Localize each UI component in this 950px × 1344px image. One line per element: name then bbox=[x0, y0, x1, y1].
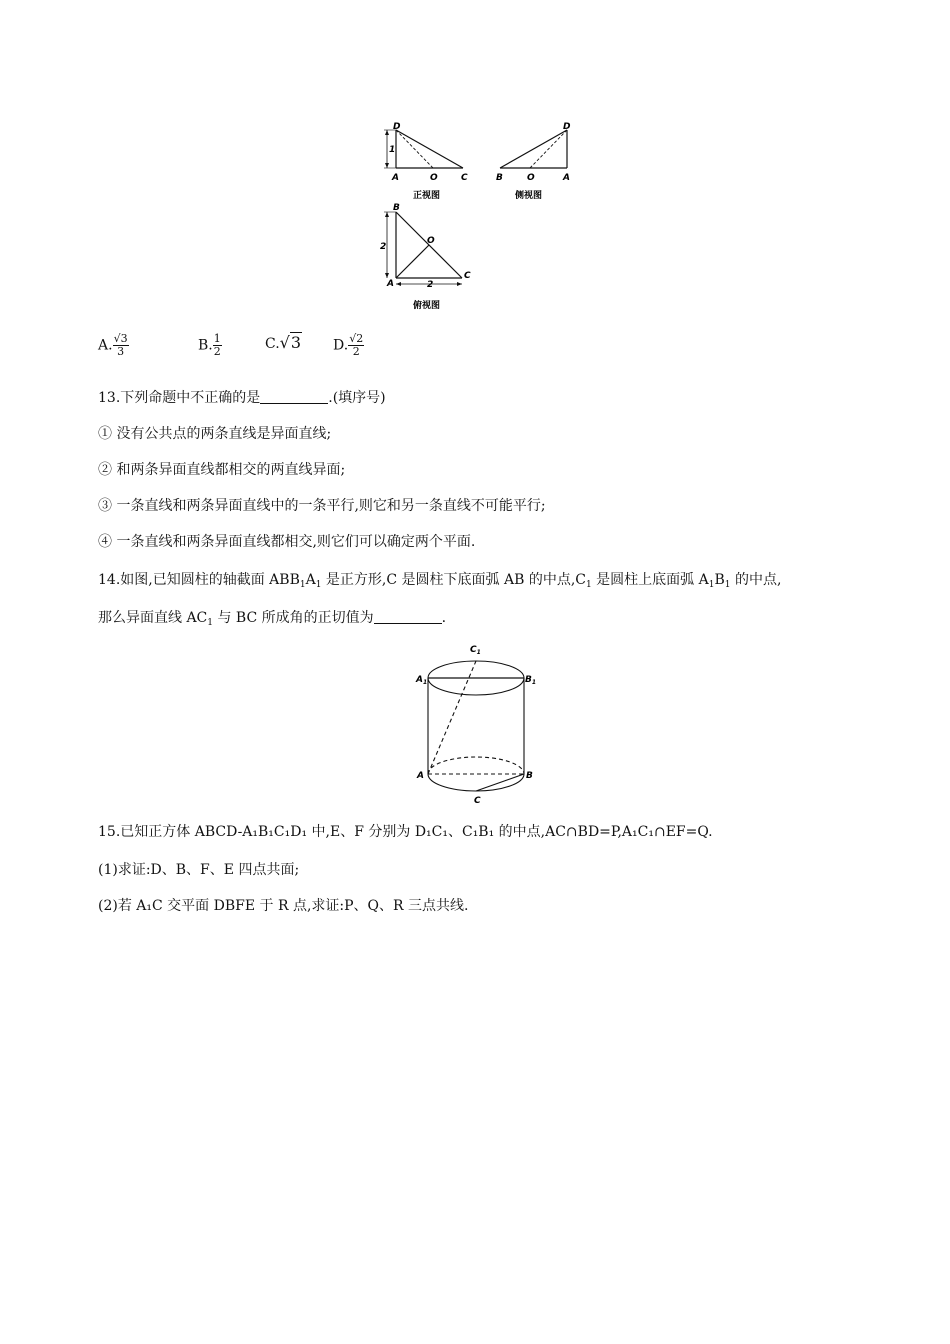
option-d bbox=[333, 333, 364, 358]
top-label-o: O bbox=[427, 236, 435, 246]
top-view bbox=[384, 212, 462, 286]
side-label-a: A bbox=[563, 173, 570, 183]
label-a: A bbox=[417, 771, 424, 781]
label-c1: $C_1$ bbox=[470, 645, 481, 656]
front-label-a: A bbox=[392, 173, 399, 183]
front-caption: 正视图 bbox=[413, 191, 441, 201]
option-a-prefix: A. bbox=[98, 337, 113, 354]
option-a bbox=[98, 333, 129, 358]
option-c-prefix: C. bbox=[265, 336, 280, 352]
q14-line-1: 14.如图,已知圆柱的轴截面 $ABB_1A_1$ 是正方形,C 是圆柱下底面弧 AB 的中点$,C_1$ 是圆柱上底面弧 $A_1B_1$ 的中点, bbox=[98, 572, 782, 590]
option-c bbox=[265, 333, 302, 352]
side-label-b: B bbox=[496, 173, 503, 183]
top-caption: 俯视图 bbox=[413, 301, 441, 311]
three-view-figure bbox=[375, 118, 590, 318]
q15-part-2: (2)若 A₁C 交平面 DBFE 于 R 点,求证:P、Q、R 三点共线. bbox=[98, 898, 469, 914]
cylinder-figure bbox=[412, 638, 542, 808]
q13-stem: 13.下列命题中不正确的是 .(填序号) bbox=[98, 390, 386, 406]
q14-answer-blank[interactable] bbox=[374, 609, 442, 624]
option-b-prefix: B. bbox=[198, 337, 213, 354]
option-a-fraction: $\frac{√3}{3}$ bbox=[113, 332, 128, 358]
top-label-b: B bbox=[393, 203, 400, 213]
q14-line-2: 那么异面直线 $AC_1$ 与 BC 所成角的正切值为 . bbox=[98, 610, 447, 628]
label-b: B bbox=[526, 771, 533, 781]
front-dim: 1 bbox=[389, 145, 396, 155]
front-label-c: C bbox=[461, 173, 468, 183]
option-d-fraction: $\frac{√2}{2}$ bbox=[349, 332, 364, 358]
front-view bbox=[384, 130, 463, 168]
q13-item-2: ② 和两条异面直线都相交的两直线异面; bbox=[98, 462, 346, 478]
front-label-d: D bbox=[393, 122, 401, 132]
q15-stem: 15.已知正方体 ABCD-A₁B₁C₁D₁ 中,E、F 分别为 D₁C₁、C₁B₁ 的中点,AC∩BD=P,A₁C₁∩EF=Q. bbox=[98, 824, 713, 840]
option-b bbox=[198, 333, 222, 358]
q13-item-4: ④ 一条直线和两条异面直线都相交,则它们可以确定两个平面. bbox=[98, 534, 476, 550]
option-b-fraction: $\frac{1}{2}$ bbox=[213, 332, 221, 358]
top-dim-horizontal: 2 bbox=[427, 280, 434, 290]
side-view bbox=[500, 130, 567, 168]
label-a1: $A_1$ bbox=[416, 675, 428, 686]
q13-item-3: ③ 一条直线和两条异面直线中的一条平行,则它和另一条直线不可能平行; bbox=[98, 498, 546, 514]
side-label-o: O bbox=[527, 173, 535, 183]
label-b1: $B_1$ bbox=[525, 675, 537, 686]
option-d-prefix: D. bbox=[333, 337, 349, 354]
q15-part-1: (1)求证:D、B、F、E 四点共面; bbox=[98, 862, 300, 878]
q13-answer-blank[interactable] bbox=[260, 389, 328, 404]
option-c-sqrt: √3 bbox=[279, 333, 302, 352]
side-label-d: D bbox=[563, 122, 571, 132]
side-caption: 侧视图 bbox=[515, 191, 543, 201]
label-c: C bbox=[474, 796, 481, 806]
top-dim-vertical: 2 bbox=[380, 242, 387, 252]
top-label-a: A bbox=[387, 279, 394, 289]
front-label-o: O bbox=[430, 173, 438, 183]
q13-item-1: ① 没有公共点的两条直线是异面直线; bbox=[98, 426, 332, 442]
top-label-c: C bbox=[464, 271, 471, 281]
